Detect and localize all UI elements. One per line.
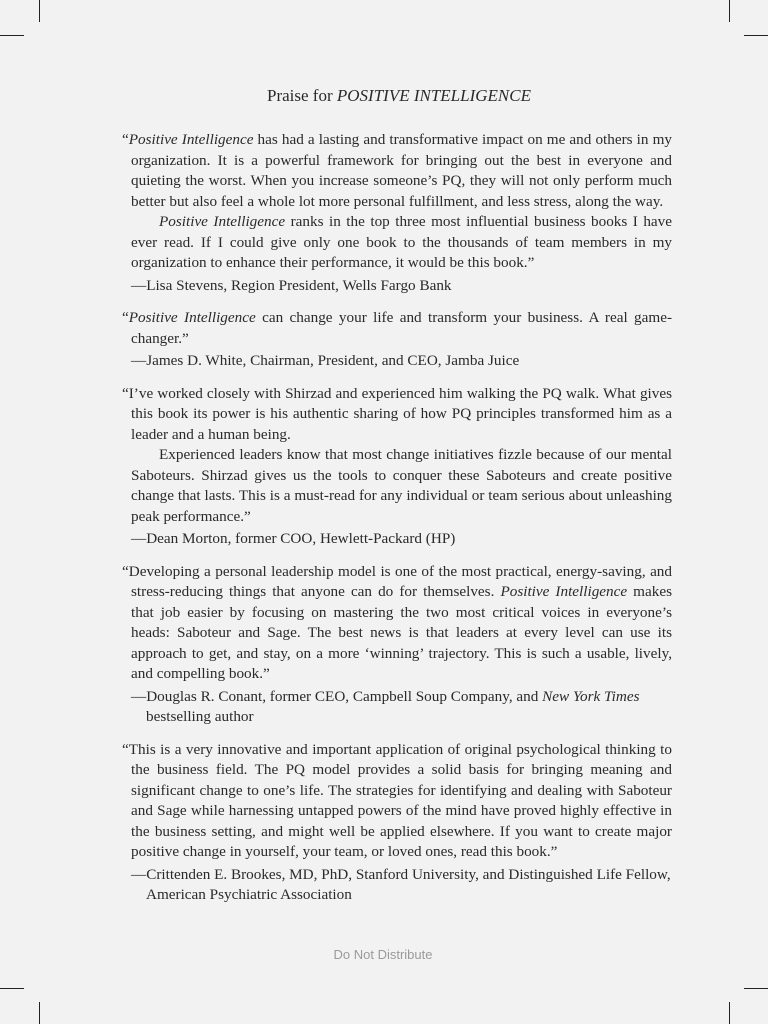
praise-quote (122, 384, 672, 550)
crop-mark (39, 1002, 40, 1024)
page-title-prefix: Praise for (267, 86, 337, 105)
praise-quote (122, 740, 672, 906)
crop-mark (0, 35, 24, 36)
praise-quote (122, 562, 672, 728)
quote-attribution: —Douglas R. Conant, former CEO, Campbell Soup Company, and New York Times bestselling author (131, 687, 640, 725)
quote-paragraph: “This is a very innovative and important application of original psychological thinking to the business field. The PQ model provides a solid basis for bringing meaning and significant change to one’s life. The strategies for identifying and dealing with Saboteur and Sage while harnessing untapped powers of the mind have proved highly effective in the business setting, and might well be applied elsewhere. If you want to create major positive change in yourself, your team, or loved ones, read this book.” (122, 740, 672, 860)
crop-mark (744, 988, 768, 989)
praise-quote (122, 130, 672, 296)
quote-attribution: —Crittenden E. Brookes, MD, PhD, Stanford University, and Distinguished Life Fellow, American Psychiatric Association (131, 865, 671, 903)
quote-paragraph: “I’ve worked closely with Shirzad and experienced him walking the PQ walk. What gives this book its power is his authentic sharing of how PQ principles transformed him as a leader and a human being. (122, 384, 672, 443)
crop-mark (0, 988, 24, 989)
page-title-book: POSITIVE INTELLIGENCE (336, 86, 531, 105)
crop-mark (39, 0, 40, 22)
page-title (0, 86, 768, 106)
crop-mark (729, 0, 730, 22)
quote-paragraph: Experienced leaders know that most change initiatives fizzle because of our mental Saboteurs. Shirzad gives us the tools to conquer these Saboteurs and create positive change that lasts. This is a must-read for any individual or team serious about unleashing peak performance.” (131, 446, 672, 525)
quote-paragraph: “Positive Intelligence has had a lasting and transformative impact on me and others in my organization. It is a powerful framework for bringing out the best in everyone and quieting the worst. When you increase someone’s PQ, they will not only perform much better but also feel a whole lot more personal fulfillment, and less stress, along the way. (122, 131, 672, 210)
watermark: Do Not Distribute (333, 947, 433, 962)
quote-paragraph: Positive Intelligence ranks in the top three most influential business books I have ever read. If I could give only one book to the thousands of team members in my organization to enhance their performance, it would be this book.” (131, 213, 673, 271)
quote-paragraph: “Developing a personal leadership model is one of the most practical, energy-saving, and stress-reducing things that anyone can do for themselves. Positive Intelligence makes that job easier by focusing on mastering the two most critical voices in everyone’s heads: Saboteur and Sage. The best news is that leaders at every level can use its approach to get, and stay, on a more ‘winning’ trajectory. This is such a usable, lively, and compelling book.” (122, 562, 672, 682)
quote-attribution: —Lisa Stevens, Region President, Wells Fargo Bank (131, 276, 452, 294)
praise-quote (122, 308, 672, 372)
quote-paragraph: “Positive Intelligence can change your life and transform your business. A real game-changer.” (122, 309, 673, 347)
praise-list (122, 130, 672, 918)
crop-mark (729, 1002, 730, 1024)
crop-mark (744, 35, 768, 36)
quote-attribution: —Dean Morton, former COO, Hewlett-Packard (HP) (131, 530, 456, 547)
quote-attribution: —James D. White, Chairman, President, and CEO, Jamba Juice (131, 352, 520, 369)
